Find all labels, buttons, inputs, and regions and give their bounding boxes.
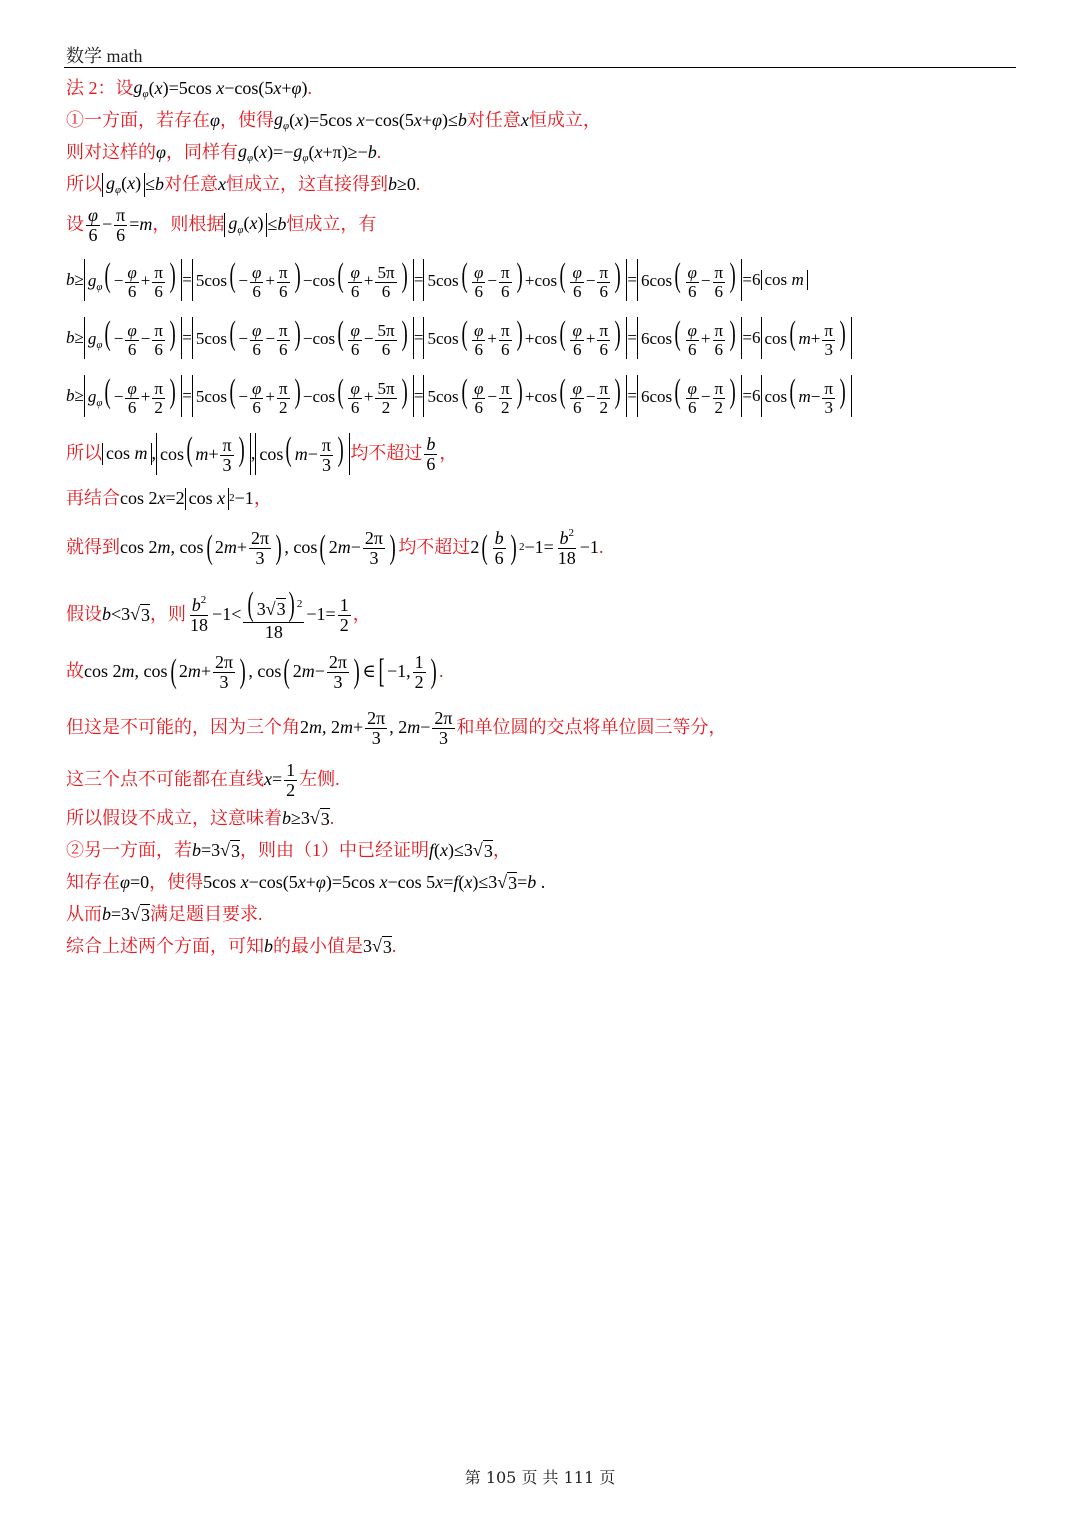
line-method-2: 法 2：设 $g_\varphi$ ( x )=5cos x −cos(5 x + φ ) . <box>66 76 312 100</box>
line-not-hold: 所以假设不成立，这意味着 b ≥3√ 3 . <box>66 808 335 829</box>
line-exists-phi: 知存在 φ =0 ，使得 5cos x −cos(5 x + φ )=5cos x −cos 5 x = f ( x )≤3√ 3 = b . <box>66 872 546 893</box>
line-final-answer: 综合上述两个方面，可知 b 的最小值是 3√ 3 . <box>66 936 397 957</box>
header-title: 数学 math <box>66 46 143 66</box>
solution-body <box>66 70 1016 960</box>
header-rule <box>64 67 1016 68</box>
line-one-side: ①一方面，若存在 φ ，使得 $g_\varphi$ ( x )=5cos x −cos(5 x + φ )≤ b 对任意 x 恒成立， <box>66 108 601 132</box>
line-inequality-2: b ≥ $g_\varphi$( − $\frac{\varphi}{6}$ − $\frac{\pi}{6}$ ) = 5cos( − $\frac{\varphi}{6}$ − $\frac{\pi}{6}$ ) −cos( $\frac{\varphi}{6}$ − $\frac{5\pi}{6}$ ) = 5cos( $\frac{\varphi}{6}$ + $\frac{\pi}{6}$ ) +cos( $\frac{\varphi}{6}$ + $\frac{\pi}{6}$ ) = 6cos( $\frac{\varphi}{6}$ + $\frac{\pi}{6}$ ) =6 cos( m+ $\frac{\pi}{3}$ ) <box>66 312 1016 364</box>
line-suppose: 假设 b <3 √ 3 ，则 $\frac{b^2}{18}$ −1< $\frac{( 3√3) ^2}{18}$ −1= $\frac{1}{2}$ ， <box>66 586 371 643</box>
line-inequality-3: b ≥ $g_\varphi$( − $\frac{\varphi}{6}$ + $\frac{\pi}{2}$ ) = 5cos( − $\frac{\varphi}{6}$ + $\frac{\pi}{2}$ ) −cos( $\frac{\varphi}{6}$ + $\frac{5\pi}{2}$ ) = 5cos( $\frac{\varphi}{6}$ − $\frac{\pi}{2}$ ) +cos( $\frac{\varphi}{6}$ − $\frac{\pi}{2}$ ) = 6cos( $\frac{\varphi}{6}$ − $\frac{\pi}{2}$ ) =6 cos( m− $\frac{\pi}{3}$ ) <box>66 370 1016 422</box>
line-get-bound: 就得到 cos 2 m , cos ( 2 m + $\frac{2\pi}{3}$ ) , cos ( 2 m − $\frac{2\pi}{3}$ ) 均不超过 2 ( $\frac{b}{6}$ ) 2 −1= $\frac{b^2}{18}$ −1 . <box>66 527 604 568</box>
line-same-phi: 则对这样的 φ ，同样有 $g_\varphi$ ( x )=− $g_\varphi$ ( x +π)≥− b . <box>66 140 382 164</box>
line-conclusion-cos: 所以 cos m , cos( m+ $\frac{\pi}{3}$ ) , cos( m− $\frac{\pi}{3}$ ) 均不超过 $\frac{b}{6}$ ， <box>66 430 458 476</box>
line-other-side: ②另一方面，若 b =3√ 3 ，则由（1）中已经证明 f ( x )≤3√ 3 ， <box>66 840 511 861</box>
line-satisfies: 从而 b =3√ 3 满足题目要求. <box>66 904 263 925</box>
line-impossible: 但这是不可能的，因为三个角 2 m , 2 m + $\frac{2\pi}{3}$ , 2 m − $\frac{2\pi}{3}$ 和单位圆的交点将单位圆三等分， <box>66 707 727 748</box>
line-set-m: 设 $\frac{\varphi}{6}$ − $\frac{\pi}{6}$ = m ，则根据 $g_\varphi(x)$ ≤ b 恒成立，有 <box>66 204 377 245</box>
line-abs-bound: 所以 $g_\varphi(x)$ ≤ b 对任意 x 恒成立，这直接得到 b ≥0 . <box>66 172 421 196</box>
line-three-points: 这三个点不可能都在直线 x = $\frac{1}{2}$ 左侧. <box>66 759 340 800</box>
line-inequality-1: b ≥ $g_\varphi$( − $\frac{\varphi}{6}$ + $\frac{\pi}{6}$ ) = 5cos( − $\frac{\varphi}{6}$ + $\frac{\pi}{6}$ ) −cos( $\frac{\varphi}{6}$ + $\frac{5\pi}{6}$ ) = 5cos( $\frac{\varphi}{6}$ − $\frac{\pi}{6}$ ) +cos( $\frac{\varphi}{6}$ − $\frac{\pi}{6}$ ) = 6cos( $\frac{\varphi}{6}$ − $\frac{\pi}{6}$ ) =6 cos m <box>66 254 1016 306</box>
page-number: 第 105 页 共 111 页 <box>464 1468 616 1487</box>
line-therefore-interval: 故 cos 2 m , cos ( 2 m + $\frac{2\pi}{3}$ ) , cos ( 2 m − $\frac{2\pi}{3}$ ) ∈ [ −1, $\frac{1}{2}$ ) . <box>66 651 444 692</box>
line-double-angle: 再结合 cos 2 x =2 cos x 2 −1 ， <box>66 488 272 509</box>
